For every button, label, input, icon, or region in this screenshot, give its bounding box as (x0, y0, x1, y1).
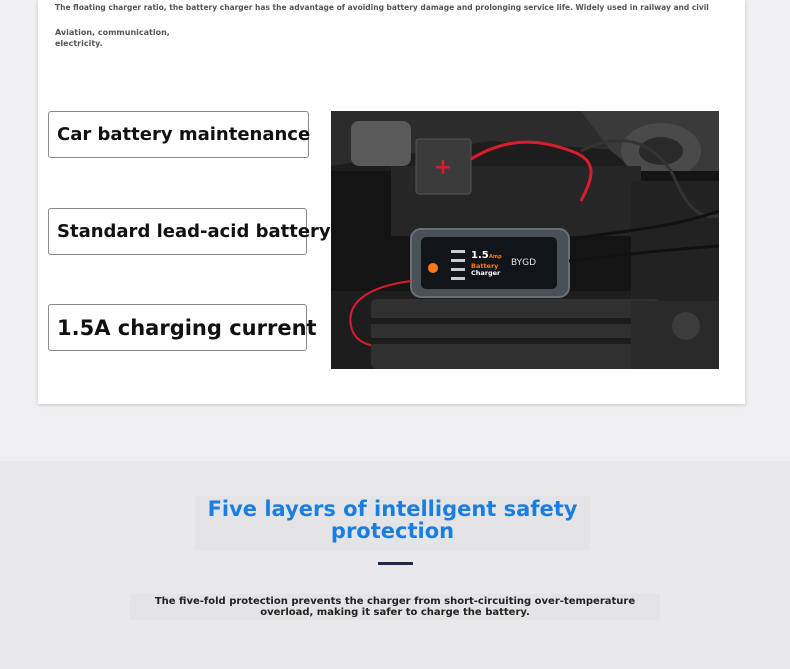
amp-unit: Amp (489, 254, 502, 260)
feature-label: Standard lead-acid battery (57, 221, 331, 242)
amp-value: 1.5 (471, 250, 489, 261)
feature-car-battery-maintenance (48, 111, 309, 158)
safety-section (0, 461, 790, 669)
section-title: Five layers of intelligent safety protection (207, 497, 578, 543)
feature-charging-current (48, 304, 317, 351)
product-line-2: Charger (471, 269, 501, 277)
product-photo (331, 111, 719, 369)
plus-terminal-symbol: + (433, 155, 453, 180)
feature-label: Car battery maintenance (57, 124, 311, 145)
feature-label: 1.5A charging current (57, 315, 317, 340)
feature-standard-lead-acid-battery (48, 208, 331, 255)
brand-logo: BYGD (511, 258, 537, 268)
section-description: The five-fold protection prevents the charger from short-circuiting over-temperature overload, making it safer to charge the battery. (154, 596, 636, 618)
feature-card (38, 0, 745, 404)
title-underline (378, 562, 413, 565)
intro-text: The floating charger ratio, the battery charger has the advantage of avoiding battery damage and prolonging service life. Widely used in railway and civil (55, 3, 709, 12)
engine-bay-illustration (331, 111, 719, 369)
intro-text-continued: Aviation, communication, electricity. (55, 28, 170, 48)
product-line-1: Battery (471, 262, 499, 270)
